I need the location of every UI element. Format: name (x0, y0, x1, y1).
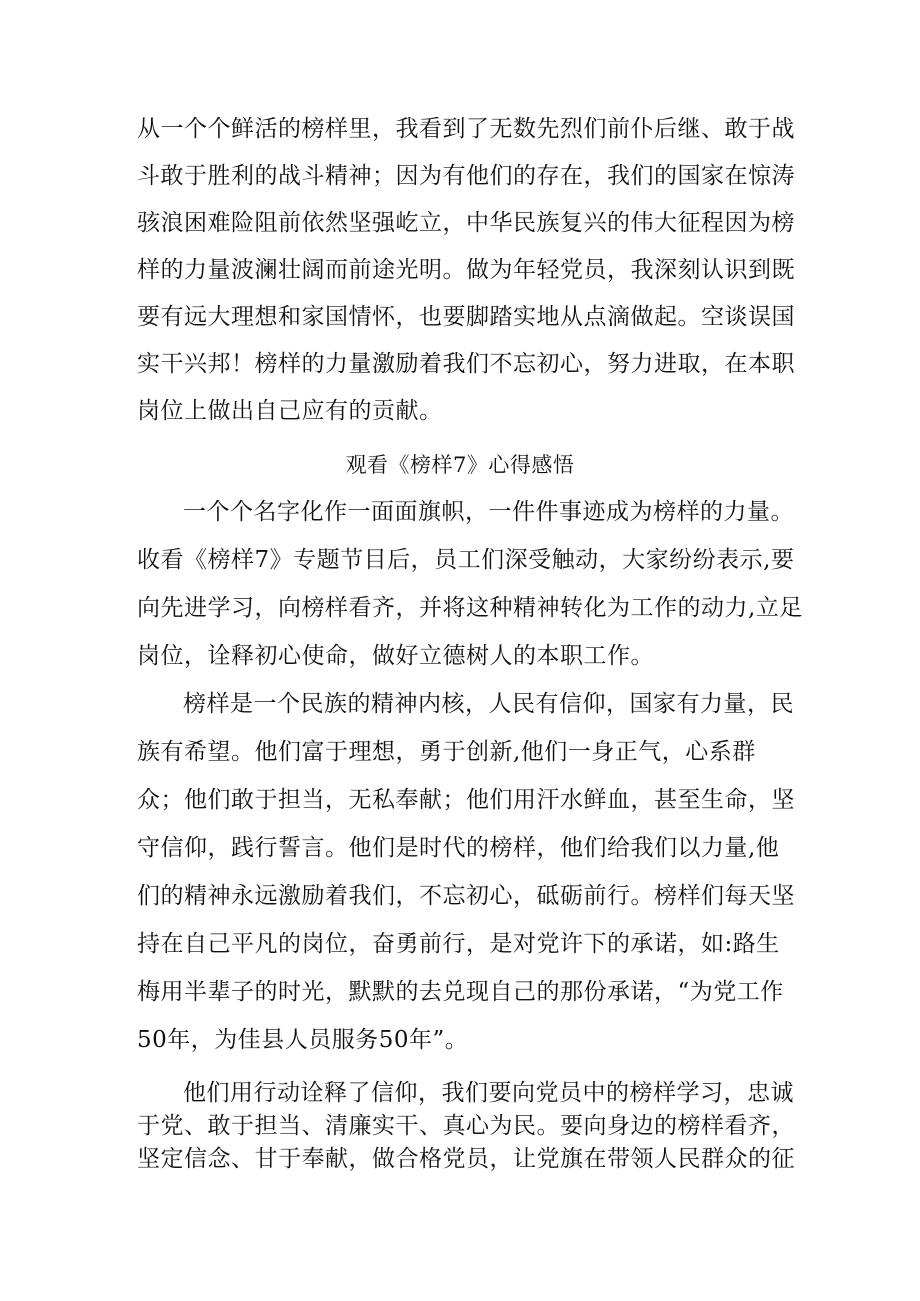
body-line: 族有希望。他们富于理想，勇于创新,他们一身正气，心系群 (137, 739, 756, 765)
paragraph-first-line: 他们用行动诠释了信仰，我们要向党员中的榜样学习，忠诚 (183, 1080, 794, 1106)
body-line: 于党、敢于担当、清廉实干、真心为民。要向身边的榜样看齐， (137, 1113, 795, 1139)
body-line: 坚定信念、甘于奉献，做合格党员，让党旗在带领人民群众的征 (137, 1146, 795, 1172)
body-line: 持在自己平凡的岗位，奋勇前行，是对党许下的承诺，如:路生 (137, 931, 780, 957)
body-line: 梅用半辈子的时光，默默的去兑现自己的那份承诺，“为党工作 (137, 979, 784, 1005)
body-line: 骇浪困难险阻前依然坚强屹立，中华民族复兴的伟大征程因为榜 (137, 210, 795, 236)
body-line: 50年，为佳县人员服务50年”。 (137, 1027, 469, 1053)
body-line: 众；他们敢于担当，无私奉献；他们用汗水鲜血，甚至生命，坚 (137, 787, 795, 813)
body-line: 样的力量波澜壮阔而前途光明。做为年轻党员，我深刻认识到既 (137, 257, 795, 283)
body-line: 从一个个鲜活的榜样里，我看到了无数先烈们前仆后继、敢于战 (137, 116, 795, 142)
body-line: 岗位，诠释初心使命，做好立德树人的本职工作。 (137, 643, 654, 669)
section-title: 观看《榜样7》心得感悟 (345, 453, 575, 477)
paragraph-first-line: 榜样是一个民族的精神内核，人民有信仰，国家有力量，民 (183, 691, 794, 717)
body-line: 们的精神永远激励着我们，不忘初心，砥砺前行。榜样们每天坚 (137, 883, 795, 909)
body-line: 要有远大理想和家国情怀，也要脚踏实地从点滴做起。空谈误国 (137, 304, 795, 330)
body-line: 守信仰，践行誓言。他们是时代的榜样，他们给我们以力量,他 (137, 835, 780, 861)
body-line: 收看《榜样7》专题节目后，员工们深受触动，大家纷纷表示,要 (137, 547, 795, 573)
body-line: 岗位上做出自己应有的贡献。 (137, 398, 443, 424)
body-line: 实干兴邦！榜样的力量激励着我们不忘初心，努力进取，在本职 (137, 351, 795, 377)
paragraph-first-line: 一个个名字化作一面面旗帜，一件件事迹成为榜样的力量。 (183, 499, 794, 525)
body-line: 向先进学习，向榜样看齐，并将这种精神转化为工作的动力,立足 (137, 595, 803, 621)
body-line: 斗敢于胜利的战斗精神；因为有他们的存在，我们的国家在惊涛 (137, 163, 795, 189)
